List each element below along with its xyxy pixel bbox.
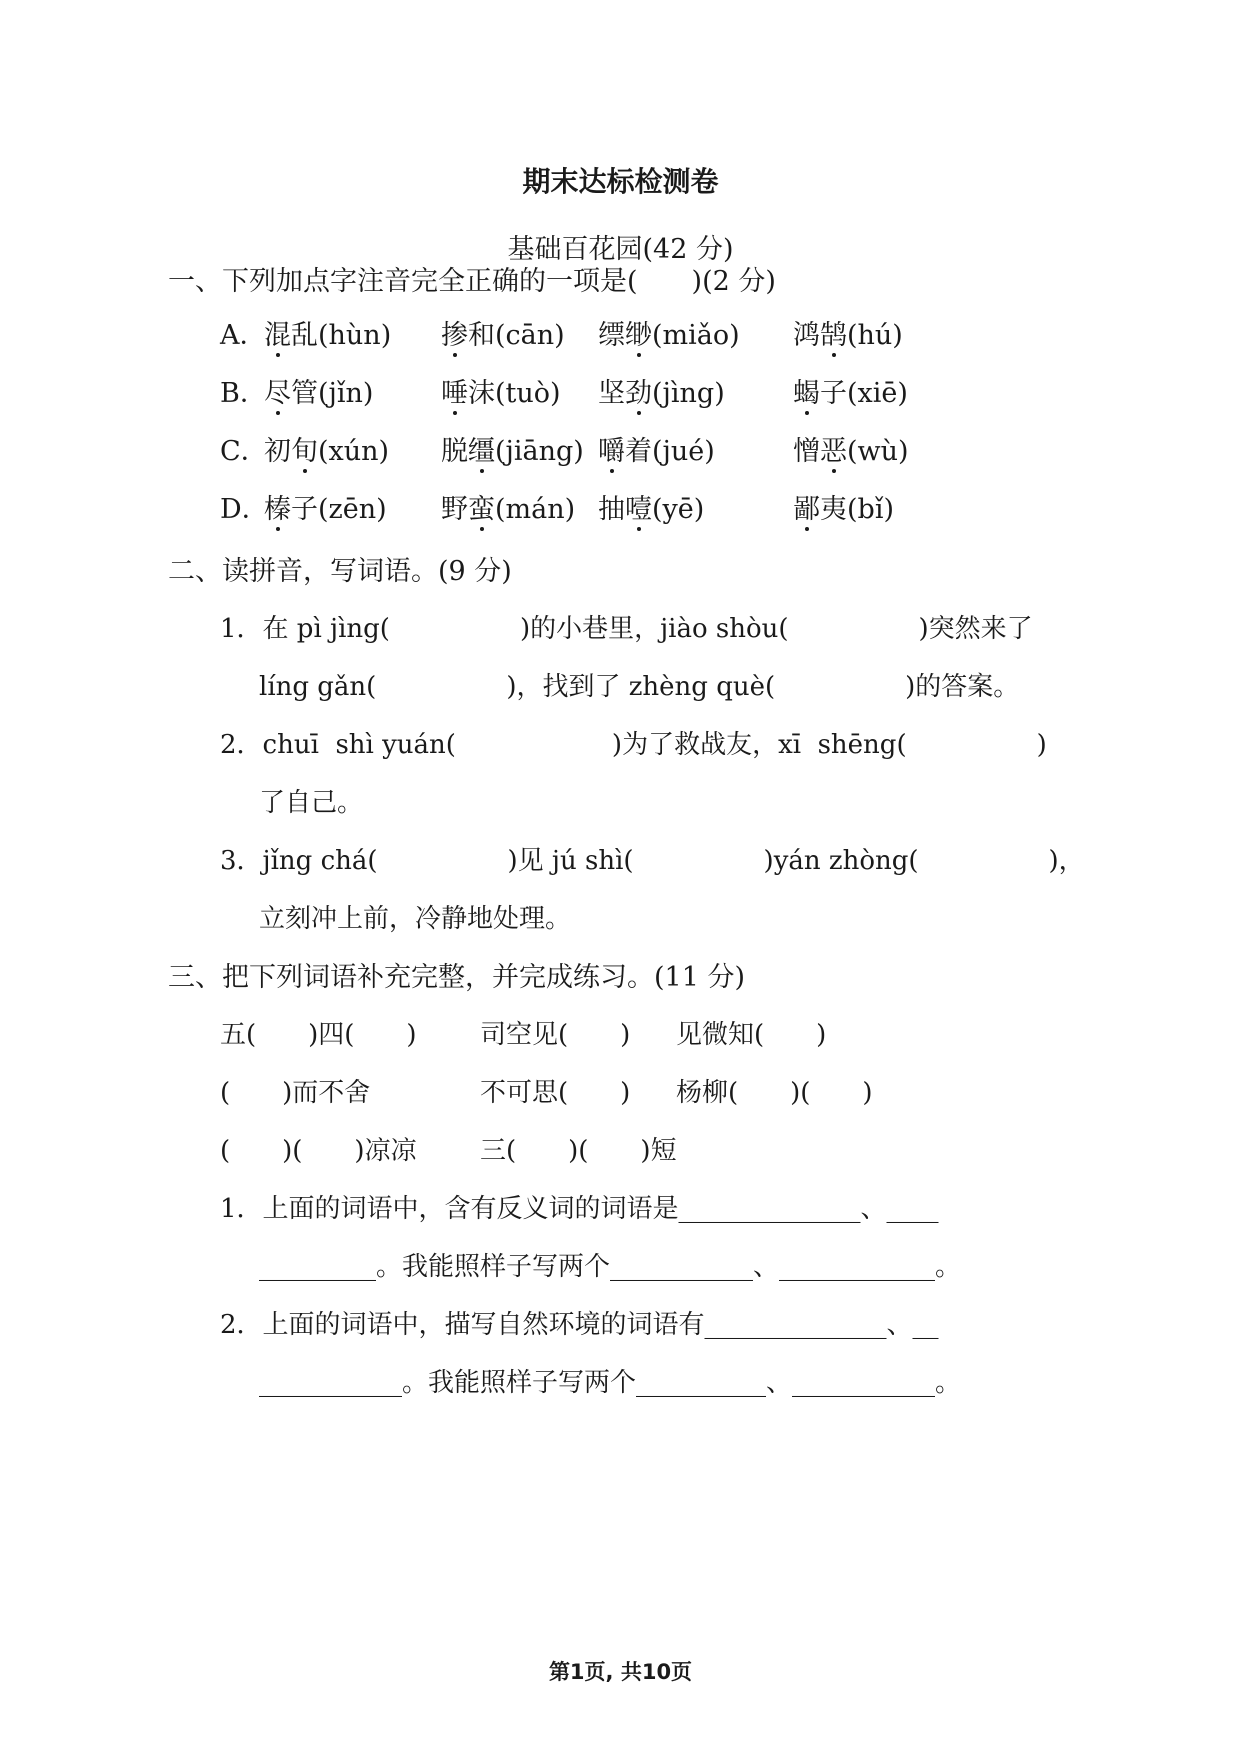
- dotted-character: 蛮: [468, 494, 495, 525]
- word-text: 憎: [793, 436, 820, 467]
- option-word: [264, 438, 389, 465]
- question-1-stem: 一、下列加点字注音完全正确的一项是( )(2 分): [168, 266, 776, 297]
- dotted-character: 旬: [291, 436, 318, 467]
- dotted-character: 噎: [625, 494, 652, 525]
- word-text: 抽: [598, 494, 625, 525]
- word-pinyin: 着(jué): [625, 436, 715, 467]
- question-2-line: 1．在 pì jìng( )的小巷里，jiào shòu( )突然来了: [220, 614, 1033, 644]
- option-word: [598, 380, 725, 407]
- page-title: 期末达标检测卷: [522, 165, 719, 198]
- word-pinyin: 乱(hùn): [291, 320, 392, 351]
- word-pinyin: 子(zēn): [291, 494, 387, 525]
- option-word: [598, 496, 704, 523]
- word-pinyin: 夷(bǐ): [820, 494, 894, 525]
- word-text: 初: [264, 436, 291, 467]
- word-pinyin: (xún): [318, 436, 390, 467]
- dotted-character: 榛: [264, 494, 291, 525]
- option-word: [793, 322, 903, 349]
- dotted-character: 恶: [820, 436, 847, 467]
- word-pinyin: 沫(tuò): [468, 378, 561, 409]
- question-2-line: 了自己。: [259, 788, 364, 818]
- word-text: 鸿: [793, 320, 820, 351]
- dotted-character: 鄙: [793, 494, 820, 525]
- question-3-line: ___________。我能照样子写两个__________、___________。: [259, 1368, 962, 1398]
- option-label: A．: [220, 320, 267, 351]
- word-text: 脱: [441, 436, 468, 467]
- idiom-blank: 司空见( ): [480, 1020, 631, 1050]
- word-pinyin: (jìng): [652, 378, 725, 409]
- question-2-line: líng gǎn( )，找到了 zhèng què( )的答案。: [259, 672, 1020, 702]
- idiom-blank: 杨柳( )( ): [676, 1078, 873, 1108]
- word-pinyin: (yē): [652, 494, 705, 525]
- idiom-blank: 五( )四( ): [220, 1020, 417, 1050]
- word-pinyin: 子(xiē): [820, 378, 908, 409]
- option-label: D．: [220, 494, 269, 525]
- option-word: [441, 380, 561, 407]
- option-word: [264, 322, 391, 349]
- question-2-line: 2．chuī shì yuán( )为了救战友，xī shēng( ): [220, 730, 1047, 760]
- option-word: [264, 380, 373, 407]
- option-label: B．: [220, 378, 267, 409]
- option-word: [441, 438, 584, 465]
- word-pinyin: (miǎo): [652, 320, 740, 351]
- question-3-line: _________。我能照样子写两个___________、____________。: [259, 1252, 962, 1282]
- option-word: [598, 322, 740, 349]
- dotted-character: 缈: [625, 320, 652, 351]
- word-text: 坚: [598, 378, 625, 409]
- dotted-character: 蝎: [793, 378, 820, 409]
- option-word: [793, 496, 894, 523]
- dotted-character: 缰: [468, 436, 495, 467]
- word-pinyin: (jiāng): [495, 436, 584, 467]
- word-pinyin: 管(jǐn): [291, 378, 374, 409]
- dotted-character: 尽: [264, 378, 291, 409]
- idiom-blank: 不可思( ): [480, 1078, 631, 1108]
- question-2-stem: 二、读拼音，写词语。(9 分): [168, 556, 512, 587]
- idiom-blank: 见微知( ): [676, 1020, 827, 1050]
- question-2-line: 3．jǐng chá( )见 jú shì( )yán zhòng( )，: [220, 846, 1085, 876]
- option-word: [598, 438, 715, 465]
- word-pinyin: (hú): [847, 320, 903, 351]
- idiom-blank: ( )而不舍: [220, 1078, 371, 1108]
- page-number: 第1页, 共10页: [548, 1660, 693, 1684]
- question-3-stem: 三、把下列词语补充完整，并完成练习。(11 分): [168, 962, 746, 993]
- word-pinyin: (wù): [847, 436, 909, 467]
- option-word: [441, 496, 575, 523]
- word-pinyin: (mán): [495, 494, 576, 525]
- word-pinyin: 和(cān): [468, 320, 565, 351]
- section-subtitle: 基础百花园(42 分): [507, 234, 734, 265]
- word-text: 缥: [598, 320, 625, 351]
- dotted-character: 嚼: [598, 436, 625, 467]
- question-3-line: 2．上面的词语中，描写自然环境的词语有______________、__: [220, 1310, 939, 1340]
- idiom-blank: ( )( )凉凉: [220, 1136, 417, 1166]
- option-label: C．: [220, 436, 268, 467]
- dotted-character: 鹄: [820, 320, 847, 351]
- idiom-blank: 三( )( )短: [480, 1136, 677, 1166]
- option-word: [441, 322, 565, 349]
- option-word: [793, 380, 908, 407]
- option-word: [264, 496, 387, 523]
- option-word: [793, 438, 909, 465]
- question-3-line: 1．上面的词语中，含有反义词的词语是______________、____: [220, 1194, 939, 1224]
- word-text: 野: [441, 494, 468, 525]
- question-2-line: 立刻冲上前，冷静地处理。: [259, 904, 572, 934]
- dotted-character: 混: [264, 320, 291, 351]
- dotted-character: 劲: [625, 378, 652, 409]
- dotted-character: 唾: [441, 378, 468, 409]
- dotted-character: 掺: [441, 320, 468, 351]
